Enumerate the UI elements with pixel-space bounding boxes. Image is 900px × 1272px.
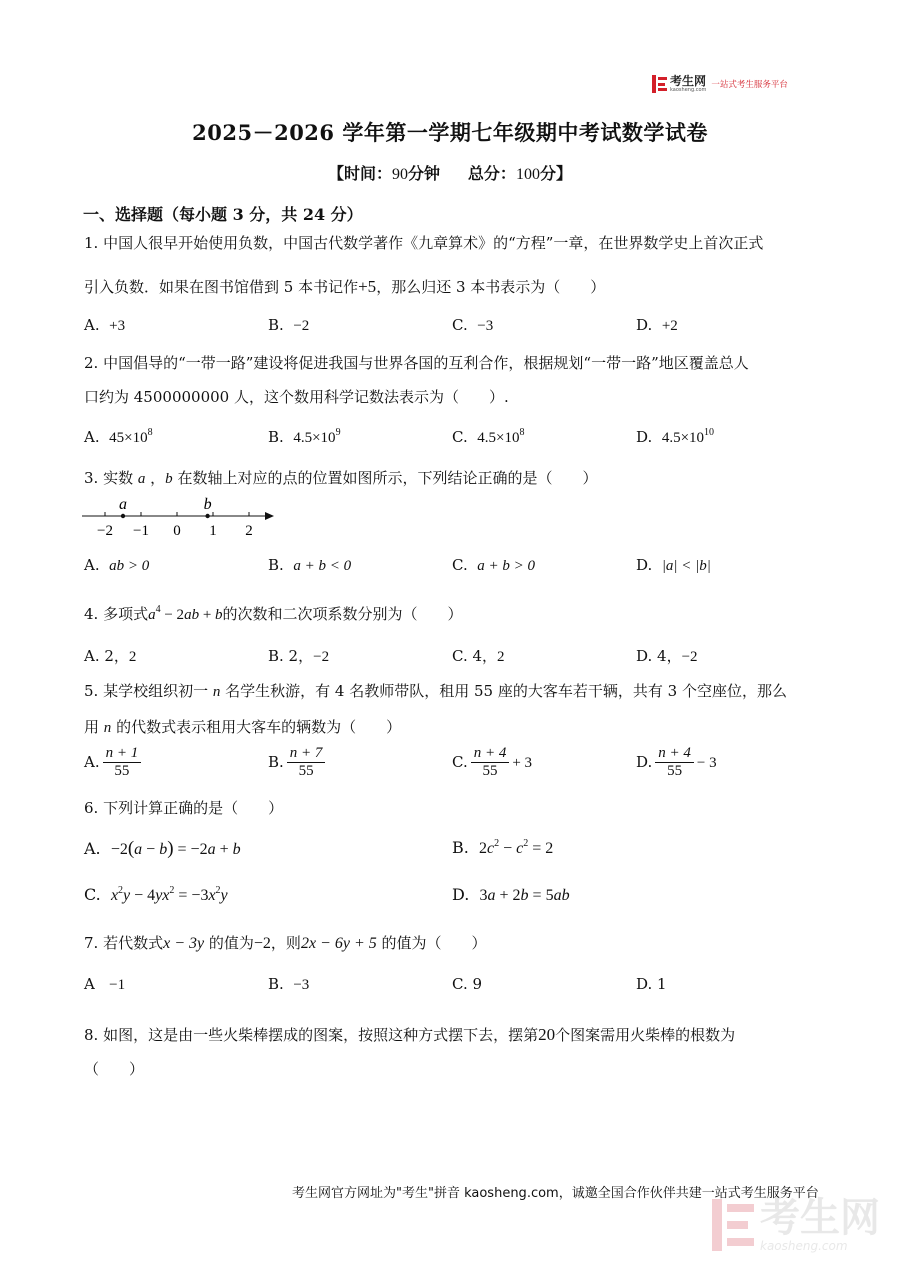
number-line-tick-label: −1 [133, 523, 149, 539]
q2-line2: 口约为 4500000000 人，这个数用科学记数法表示为（ ）. [84, 388, 509, 406]
total-label: 总分： [467, 164, 516, 183]
number-line-tick-label: −2 [97, 523, 113, 539]
q1-option-a[interactable]: A. +3 [84, 316, 126, 334]
logo-slogan: 一站式考生服务平台 [711, 80, 788, 90]
q1-option-b[interactable]: B. −2 [268, 316, 310, 334]
q6-option-d[interactable]: D. 3a + 2b = 5ab [452, 885, 570, 904]
number-line-tick-label: 1 [209, 523, 217, 539]
logo-name: 考生网 [670, 74, 707, 88]
q7-option-d[interactable]: D. 1 [636, 975, 667, 993]
q1-option-c[interactable]: C. −3 [452, 316, 494, 334]
footer-text: 考生网官方网址为"考生"拼音 kaosheng.com，诚邀全国合作伙伴共建一站式考生服务平台 [292, 1186, 819, 1201]
q2-option-a[interactable]: A. $45\times 10^8$ [84, 427, 153, 446]
q5-option-b[interactable]: B. $\frac{n + 7}{55}$ [268, 745, 328, 781]
watermark [712, 1195, 880, 1253]
q8-line1: 8. 如图，这是由一些火柴棒摆成的图案，按照这种方式摆下去，摆第20个图案需用火柴棒的根数为 [84, 1025, 736, 1044]
time-value: 90 [392, 166, 409, 183]
number-line-tick-label: 2 [245, 523, 253, 539]
total-value: 100 [515, 166, 540, 183]
subtitle-open: 【时间： [328, 164, 393, 183]
header-logo [652, 74, 788, 94]
q7-option-c[interactable]: C. 9 [452, 975, 483, 993]
q6-option-b[interactable]: B. $2c^2 - c^2 = 2$ [452, 838, 554, 857]
q5-option-d[interactable]: D. $\frac{n + 4}{55}$ − 3 [636, 745, 717, 780]
q6-option-c[interactable]: C. $x^2y - 4yx^2 = -3x^2y$ [84, 885, 228, 904]
q4-option-b[interactable]: B. 2，−2 [268, 647, 330, 665]
point-b-label: b [203, 496, 212, 513]
q4-option-c[interactable]: C. 4，2 [452, 647, 505, 665]
watermark-name: 考生网 [760, 1195, 880, 1241]
q7-option-a[interactable]: A −1 [84, 975, 126, 993]
subtitle-close: 分】 [539, 164, 572, 183]
watermark-domain: kaosheng.com [760, 1239, 848, 1253]
q6-stem: 6. 下列计算正确的是（ ） [84, 799, 284, 817]
point-b [205, 514, 209, 518]
q6-option-a[interactable]: A. −2(a − b) = −2a + b [84, 838, 241, 859]
q7-option-b[interactable]: B. −3 [268, 975, 310, 993]
q4-option-a[interactable]: A. 2，2 [84, 647, 137, 665]
exam-subtitle [0, 161, 900, 184]
q4-stem: 4. 多项式$a^4 - 2ab + b$的次数和二次项系数分别为（ ） [84, 604, 463, 623]
q7-stem: 7. 若代数式x − 3y 的值为−2，则2x − 6y + 5 的值为（ ） [84, 934, 487, 952]
number-line [80, 494, 280, 542]
q2-option-c[interactable]: C. $4.5\times 10^8$ [452, 427, 525, 446]
q1-option-d[interactable]: D. +2 [636, 316, 678, 334]
q2-option-d[interactable]: D. $4.5\times 10^{10}$ [636, 427, 715, 446]
number-line-arrow-icon [265, 512, 274, 520]
number-line-tick-label: 0 [173, 523, 181, 539]
q4-option-d[interactable]: D. 4，−2 [636, 647, 698, 665]
q2-line1: 2. 中国倡导的“一带一路”建设将促进我国与世界各国的互利合作，根据规划“一带一路”地区覆盖总人 [84, 354, 749, 372]
q1-line2: 引入负数．如果在图书馆借到 5 本书记作+5，那么归还 3 本书表示为（ ） [84, 277, 606, 296]
point-a-label: a [119, 496, 127, 513]
q3-option-a[interactable]: A. ab > 0 [84, 556, 150, 574]
q3-option-d[interactable]: D. |a| < |b| [636, 556, 711, 574]
kaosheng-logo-icon [652, 75, 667, 93]
q3-option-b[interactable]: B. a + b < 0 [268, 556, 352, 574]
section-heading: 一、选择题（每小题 3 分，共 24 分） [83, 205, 363, 224]
watermark-logo-icon [712, 1199, 754, 1251]
q1-line1: 1. 中国人很早开始使用负数，中国古代数学著作《九章算术》的“方程”一章，在世界数学史上首次正式 [84, 234, 764, 252]
exam-title: 2025－2026 学年第一学期七年级期中考试数学试卷 [192, 120, 708, 145]
q5-line1: 5. 某学校组织初一 n 名学生秋游，有 4 名教师带队，租用 55 座的大客车若干辆，共有 3 个空座位，那么 [84, 682, 787, 700]
q5-option-c[interactable]: C. $\frac{n + 4}{55}$ + 3 [452, 745, 533, 780]
q3-option-c[interactable]: C. a + b > 0 [452, 556, 536, 574]
q8-line2: （ ） [84, 1060, 145, 1078]
logo-domain: kaosheng.com [670, 87, 707, 93]
q5-option-a[interactable]: A. $\frac{n + 1}{55}$ [84, 745, 144, 781]
q5-line2: 用 n 的代数式表示租用大客车的辆数为（ ） [84, 718, 402, 736]
time-unit: 分钟 [408, 164, 441, 183]
q2-option-b[interactable]: B. $4.5\times 10^9$ [268, 427, 341, 446]
q3-stem: 3. 实数 a ，b 在数轴上对应的点的位置如图所示，下列结论正确的是（ ） [84, 469, 598, 487]
point-a [121, 514, 125, 518]
